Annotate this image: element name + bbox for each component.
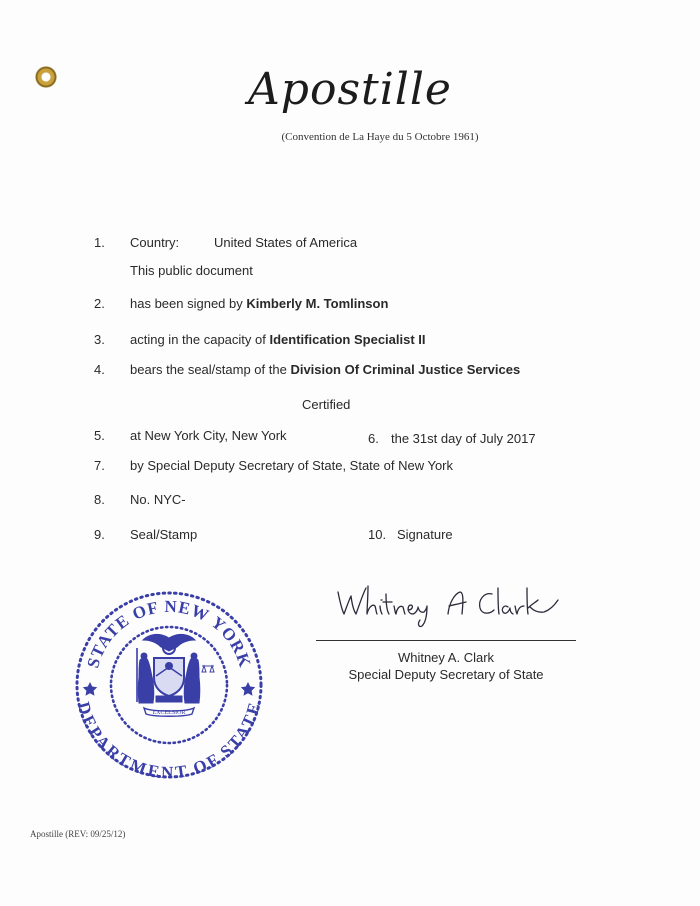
item-4-number: 4. [94, 362, 105, 377]
item-8-text: No. NYC- [130, 492, 186, 507]
item-8-number: 8. [94, 492, 105, 507]
item-2-prefix: has been signed by [130, 296, 247, 311]
form-revision-footer: Apostille (REV: 09/25/12) [30, 829, 126, 839]
handwritten-signature [332, 580, 562, 630]
item-9-text: Seal/Stamp [130, 527, 198, 542]
signatory-block [316, 649, 576, 683]
item-6-number: 6. [368, 431, 379, 446]
certified-heading: Certified [302, 397, 351, 412]
seal-top-text: STATE OF NEW YORK [83, 596, 255, 671]
item-3-number: 3. [94, 332, 105, 347]
item-5-text: at New York City, New York [130, 428, 287, 443]
item-4-text [130, 362, 520, 377]
department-of-state-seal [74, 590, 264, 780]
document-subtitle: (Convention de La Haye du 5 Octobre 1961) [281, 131, 479, 143]
item-2-text [130, 296, 388, 311]
item-3-prefix: acting in the capacity of [130, 332, 270, 347]
item-7-number: 7. [94, 458, 105, 473]
item-9-number: 9. [94, 527, 105, 542]
public-document-line: This public document [130, 263, 253, 278]
seal-bottom-text: DEPARTMENT OF STATE [74, 699, 264, 780]
item-6-text: the 31st day of July 2017 [391, 431, 536, 446]
signatory-name: Whitney A. Clark [397, 650, 495, 665]
item-1-number: 1. [94, 235, 105, 250]
item-10-text: Signature [397, 527, 453, 542]
signer-name: Kimberly M. Tomlinson [246, 296, 389, 311]
issuing-authority: Division Of Criminal Justice Services [290, 362, 521, 377]
item-1-label: Country: [130, 235, 180, 250]
item-7-text: by Special Deputy Secretary of State, State of New York [130, 458, 454, 473]
item-10-number: 10. [368, 527, 387, 542]
item-5-number: 5. [94, 428, 105, 443]
item-3-text [130, 332, 426, 347]
seal-motto: EXCELSIOR [152, 710, 186, 716]
signatory-title: Special Deputy Secretary of State [348, 667, 544, 682]
document-title: Apostille [248, 64, 452, 115]
item-4-prefix: bears the seal/stamp of the [130, 362, 291, 377]
item-2-number: 2. [94, 296, 105, 311]
item-1-value: United States of America [214, 235, 358, 250]
signature-line [316, 640, 576, 641]
signer-capacity: Identification Specialist II [269, 332, 426, 347]
